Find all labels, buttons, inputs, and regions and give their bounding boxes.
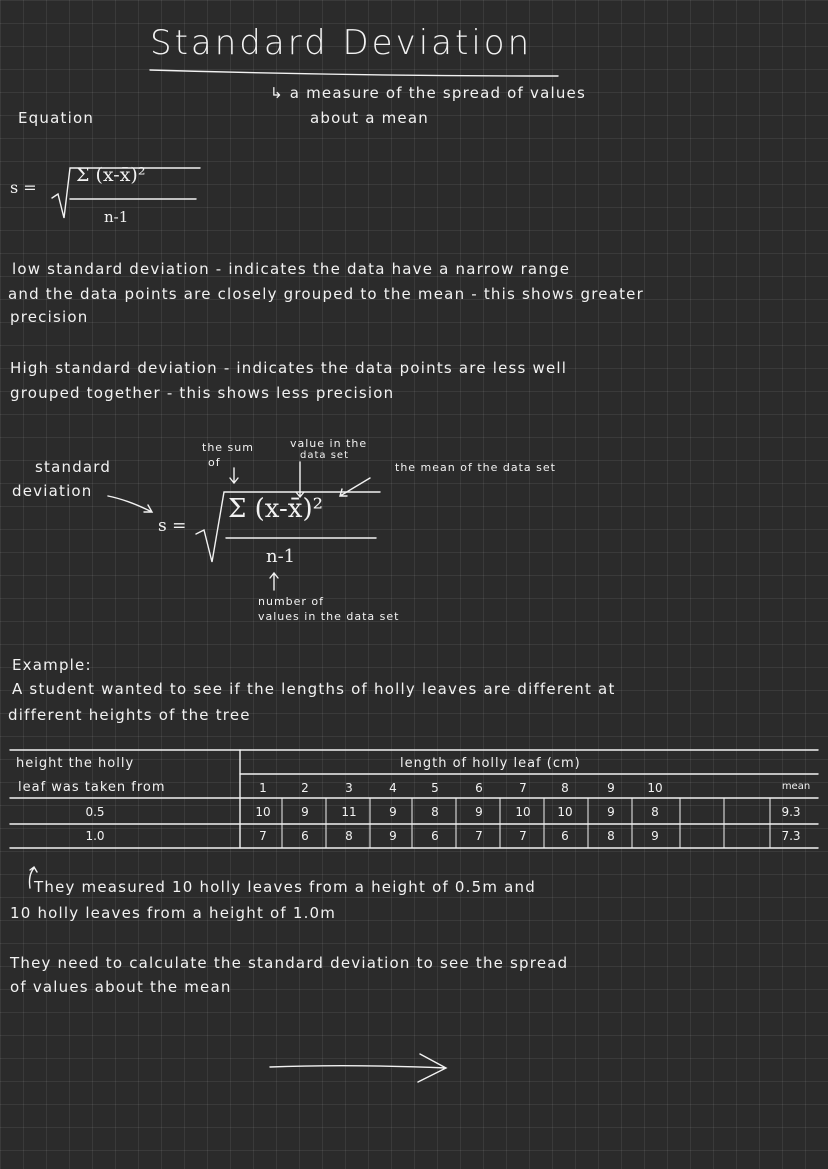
label-data-set: data set [300,450,349,461]
table-cell: 9 [475,805,483,819]
page-title: Standard Deviation [150,23,533,63]
table-column-header: 4 [389,781,397,795]
table-column-header: 3 [345,781,353,795]
table-cell: 8 [431,805,439,819]
arrow-n [270,573,278,590]
table-row-header-2: leaf was taken from [18,780,166,795]
table-cell: 9 [651,829,659,843]
formula-numerator: Σ (x-x̄)² [76,164,146,186]
table-row-header-1: height the holly [16,756,135,771]
table-cell: 9 [607,805,615,819]
subtitle-line-2: about a mean [310,109,429,127]
table-cell: 8 [607,829,615,843]
table-column-header: 9 [607,781,615,795]
need-line-2: of values about the mean [10,978,232,996]
table-row-label: 1.0 [85,829,105,843]
formula-lhs: s = [10,178,37,197]
big-right-arrow [270,1054,446,1082]
example-heading: Example: [12,656,92,674]
need-line-1: They need to calculate the standard deviation to see the spread [10,954,569,972]
label-value-in-the: value in the [290,437,368,450]
arrow-mean [340,478,370,496]
table-column-header: 1 [259,781,267,795]
table-cell: 9 [389,805,397,819]
table-column-header: 7 [519,781,527,795]
low-sd-line-3: precision [10,308,89,326]
subtitle-line-1: ↳ a measure of the spread of values [270,84,586,102]
low-sd-line-2: and the data points are closely grouped to the mean - this shows greater [8,285,644,303]
formula-denominator: n-1 [104,208,129,226]
table-cell: 10 [255,805,271,819]
label-of: of [208,456,221,469]
table-cell: 8 [651,805,659,819]
arrow-deviation [108,496,152,512]
low-sd-line-1: low standard deviation - indicates the data have a narrow range [12,260,571,278]
table-column-header: 6 [475,781,483,795]
table-column-header: 5 [431,781,439,795]
title-underline [150,70,558,76]
table-cell: 7.3 [781,829,801,843]
table-column-header: 8 [561,781,569,795]
table-cell: 7 [519,829,527,843]
label-the-sum: the sum [202,441,254,454]
label-values-in-data-set: values in the data set [258,610,400,623]
example-line-1: A student wanted to see if the lengths of holly leaves are different at [12,680,616,698]
table-cell: 11 [341,805,357,819]
small-root-sign [52,164,200,218]
curved-arrow-measured [30,867,38,888]
high-sd-line-1: High standard deviation - indicates the data points are less well [10,359,568,377]
label-number-of: number of [258,595,325,608]
high-sd-line-2: grouped together - this shows less precision [10,384,395,402]
equation-label: Equation [18,109,95,127]
big-root-sign [196,492,380,562]
annotated-formula-denominator: n-1 [266,546,296,567]
measured-line-2: 10 holly leaves from a height of 1.0m [10,904,337,922]
label-mean: the mean of the data set [395,461,556,474]
table-column-header: 10 [647,781,663,795]
table-column-dividers [282,798,770,848]
table-cell: 6 [431,829,439,843]
table-column-header: 2 [301,781,309,795]
table-cell: 10 [515,805,531,819]
label-standard: standard [35,458,112,476]
table-cell: 7 [475,829,483,843]
arrow-sum [230,468,238,483]
table-cell: 8 [345,829,353,843]
table-cell: 9 [301,805,309,819]
table-column-header: mean [781,781,811,792]
table-row-label: 0.5 [85,805,105,819]
table-cell: 9 [389,829,397,843]
table-group-header: length of holly leaf (cm) [400,756,581,771]
annotated-formula-lhs: s = [158,516,187,536]
table-cell: 7 [259,829,267,843]
table-cell: 9.3 [781,805,801,819]
measured-line-1: They measured 10 holly leaves from a height of 0.5m and [34,878,536,896]
table-cell: 10 [557,805,573,819]
table-cell: 6 [301,829,309,843]
example-line-2: different heights of the tree [8,706,251,724]
annotated-formula-numerator: Σ (x-x̄)² [228,494,324,524]
table-cell: 6 [561,829,569,843]
label-deviation: deviation [12,482,93,500]
